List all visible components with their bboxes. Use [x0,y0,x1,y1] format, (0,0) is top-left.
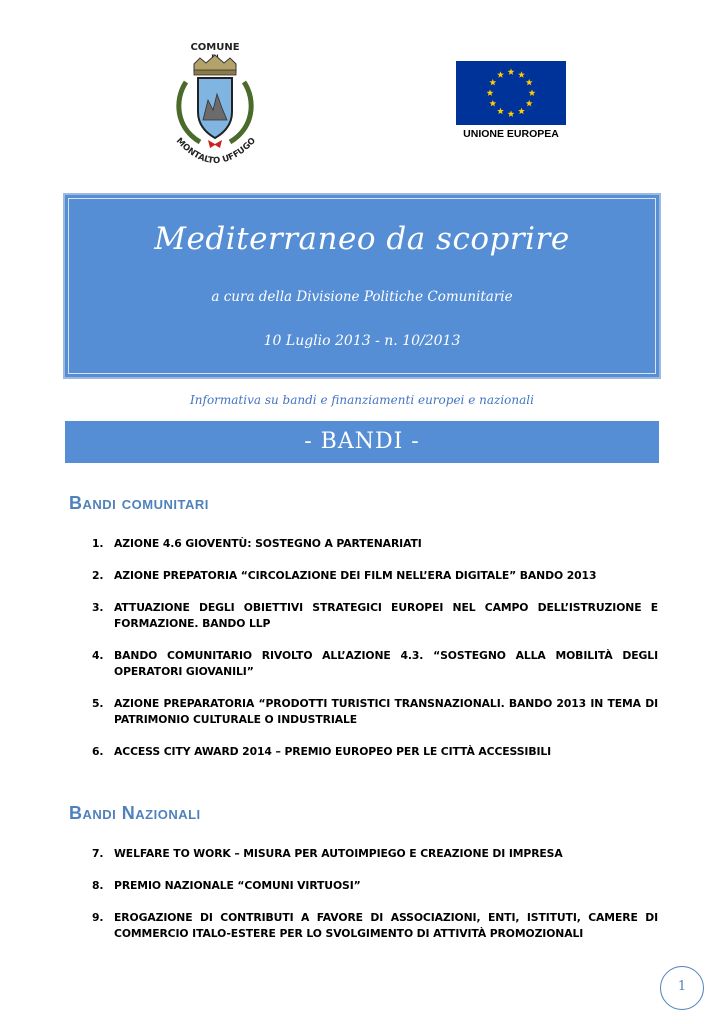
list-item [92,696,658,728]
list-item [92,536,658,552]
item-text: EROGAZIONE DI CONTRIBUTI A FAVORE DI ASSOCIAZIONI, ENTI, ISTITUTI, CAMERE DI COMMERCIO ITALO-ESTERE PER LO SVOLGIMENTO DI ATTIVITÀ PROMOZIONALI [114,911,658,940]
list-item [92,846,658,862]
page-number: 1 [660,966,704,1010]
section-heading-national: Bandi Nazionali [69,803,201,823]
item-number: 7. [92,847,104,860]
community-calls-list [92,536,658,760]
list-item [92,910,658,942]
eu-caption: UNIONE EUROPEA [463,128,559,140]
item-number: 4. [92,649,104,662]
coat-bottom-text: MONTALTO UFFUGO [173,135,258,167]
list-item [92,648,658,680]
newsletter-title: Mediterraneo da scoprire [154,221,570,257]
item-number: 1. [92,537,104,550]
item-text: AZIONE PREPATORIA “CIRCOLAZIONE DEI FILM NELL’ERA DIGITALE” BANDO 2013 [114,569,597,582]
item-text: AZIONE PREPARATORIA “PRODOTTI TURISTICI TRANSNAZIONALI. BANDO 2013 IN TEMA DI PATRIMONIO CULTURALE O INDUSTRIALE [114,697,658,726]
list-item [92,744,658,760]
coat-top-text: COMUNE [190,42,240,53]
newsletter-subtitle: a cura della Divisione Politiche Comunitarie [211,289,513,305]
eu-flag [456,61,566,125]
item-number: 6. [92,745,104,758]
list-item [92,568,658,584]
item-number: 2. [92,569,104,582]
item-text: AZIONE 4.6 GIOVENTÙ: SOSTEGNO A PARTENARIATI [114,537,422,550]
section-heading-community: Bandi comunitari [69,493,209,513]
newsletter-header [63,193,661,379]
coat-of-arms-icon [160,40,270,170]
item-number: 8. [92,879,104,892]
national-calls-list [92,846,658,942]
item-text: PREMIO NAZIONALE “COMUNI VIRTUOSI” [114,879,361,892]
item-number: 3. [92,601,104,614]
bandi-banner: - BANDI - [65,421,659,463]
municipal-coat-of-arms [160,40,270,170]
newsletter-issue: 10 Luglio 2013 - n. 10/2013 [263,333,461,349]
list-item [92,600,658,632]
item-text: ATTUAZIONE DEGLI OBIETTIVI STRATEGICI EUROPEI NEL CAMPO DELL’ISTRUZIONE E FORMAZIONE. BANDO LLP [114,601,658,630]
svg-text:MONTALTO UFFUGO [174,136,258,166]
item-text: BANDO COMUNITARIO RIVOLTO ALL’AZIONE 4.3. “SOSTEGNO ALLA MOBILITÀ DEGLI OPERATORI GIOVANILI” [114,649,658,678]
item-text: ACCESS CITY AWARD 2014 – PREMIO EUROPEO PER LE CITTÀ ACCESSIBILI [114,745,552,758]
info-line: Informativa su bandi e finanziamenti europei e nazionali [190,393,534,407]
item-text: WELFARE TO WORK – MISURA PER AUTOIMPIEGO E CREAZIONE DI IMPRESA [114,847,563,860]
list-item [92,878,658,894]
eu-flag-icon [456,61,566,125]
item-number: 9. [92,911,104,924]
item-number: 5. [92,697,104,710]
